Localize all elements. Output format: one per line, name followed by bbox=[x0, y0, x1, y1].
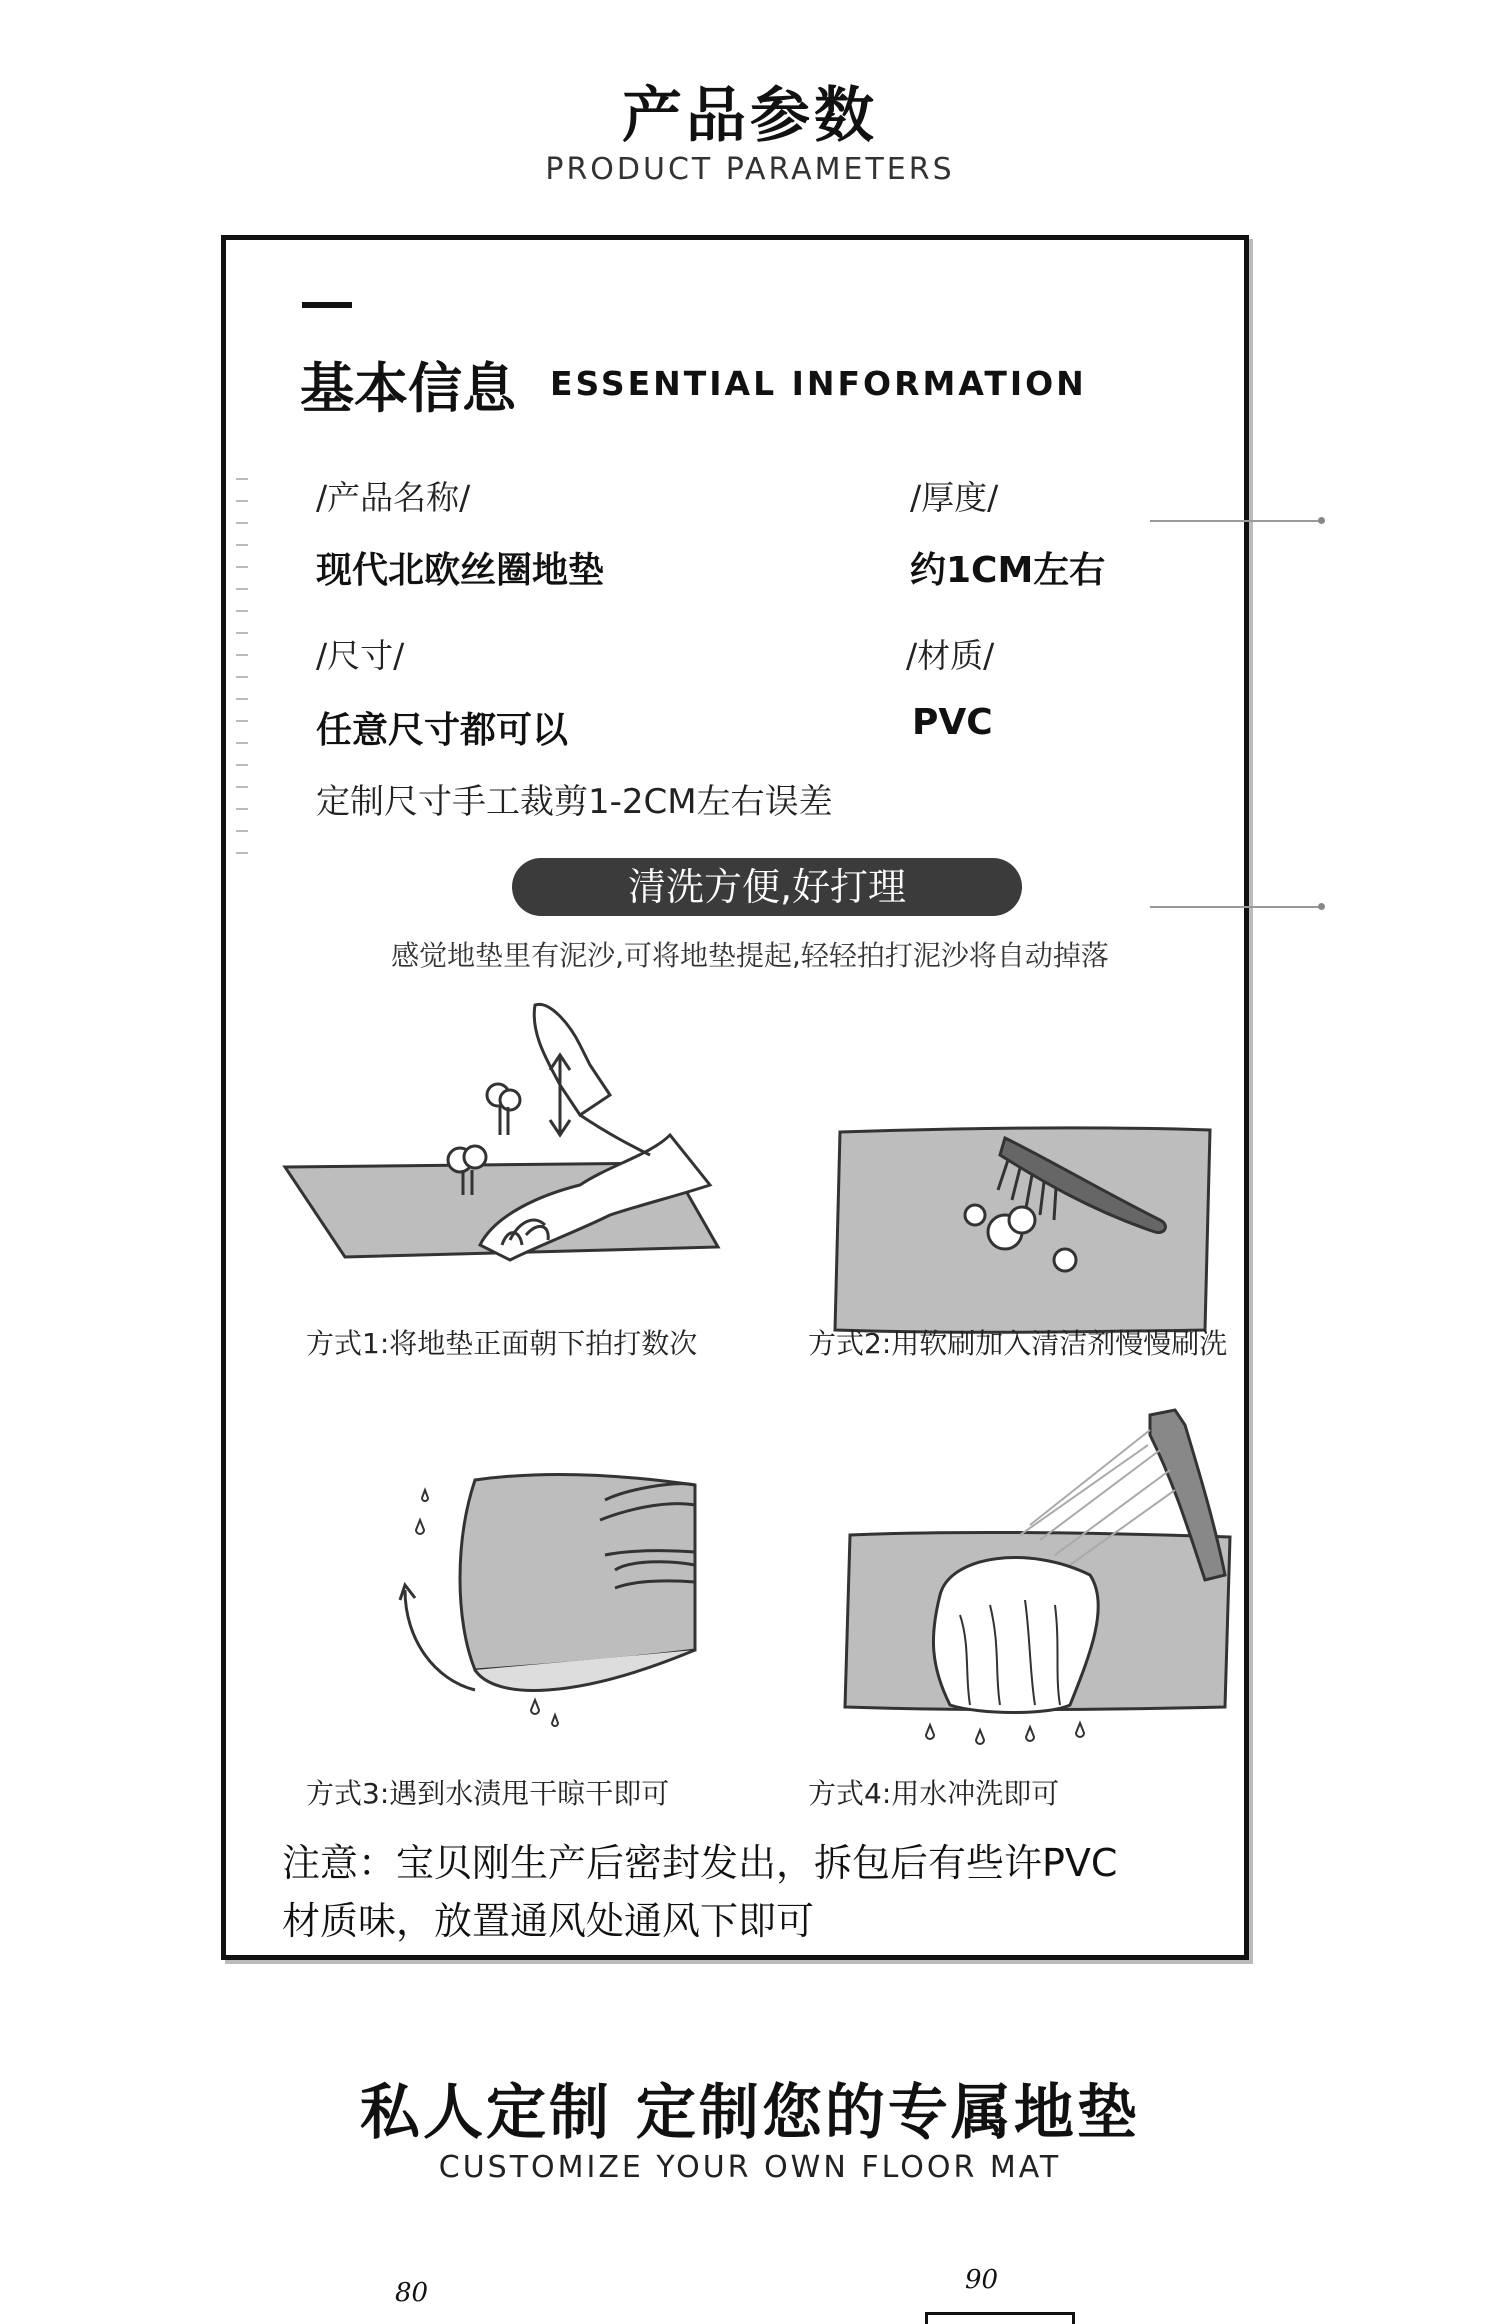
measure-label-right: 90 bbox=[965, 2265, 999, 2295]
shake-mat-icon bbox=[395, 1460, 745, 1740]
section-dash bbox=[302, 302, 352, 308]
side-dot bbox=[1318, 903, 1325, 910]
side-line bbox=[1150, 906, 1320, 908]
notice-line-2: 材质味，放置通风处通风下即可 bbox=[282, 1899, 815, 1943]
method-caption-1: 方式1:将地垫正面朝下拍打数次 bbox=[306, 1327, 698, 1360]
method-caption-4: 方式4:用水冲洗即可 bbox=[808, 1777, 1060, 1810]
measure-tick bbox=[925, 2312, 928, 2324]
cleaning-badge: 清洗方便,好打理 bbox=[512, 858, 1022, 916]
field-value-material: PVC bbox=[912, 702, 993, 743]
field-label-size: /尺寸/ bbox=[316, 636, 405, 675]
section-title-en: ESSENTIAL INFORMATION bbox=[550, 364, 1087, 403]
field-label-material: /材质/ bbox=[906, 636, 995, 675]
field-value-name: 现代北欧丝圈地垫 bbox=[316, 550, 605, 591]
cleaning-subtitle: 感觉地垫里有泥沙,可将地垫提起,轻轻拍打泥沙将自动掉落 bbox=[391, 939, 1109, 972]
pat-mat-icon bbox=[280, 995, 730, 1265]
ruler-decoration bbox=[236, 478, 250, 868]
field-value-thickness: 约1CM左右 bbox=[910, 550, 1106, 591]
page-subtitle: PRODUCT PARAMETERS bbox=[545, 152, 955, 187]
measure-line-right bbox=[925, 2312, 1075, 2315]
size-note: 定制尺寸手工裁剪1-2CM左右误差 bbox=[316, 782, 833, 822]
notice-line-1: 注意：宝贝刚生产后密封发出，拆包后有些许PVC bbox=[282, 1841, 1118, 1885]
page-title: 产品参数 bbox=[622, 81, 878, 151]
brush-mat-icon bbox=[830, 1120, 1230, 1340]
side-dot bbox=[1318, 517, 1325, 524]
field-value-size: 任意尺寸都可以 bbox=[316, 710, 569, 751]
rinse-mat-icon bbox=[830, 1405, 1250, 1745]
method-caption-3: 方式3:遇到水渍甩干晾干即可 bbox=[306, 1777, 670, 1810]
measure-label-left: 80 bbox=[395, 2278, 429, 2308]
measure-tick bbox=[1072, 2312, 1075, 2324]
field-label-thickness: /厚度/ bbox=[910, 478, 999, 517]
field-label-name: /产品名称/ bbox=[316, 478, 471, 517]
custom-subtitle: CUSTOMIZE YOUR OWN FLOOR MAT bbox=[438, 2150, 1062, 2185]
method-caption-2: 方式2:用软刷加入清洁剂慢慢刷洗 bbox=[808, 1327, 1228, 1360]
custom-title: 私人定制 定制您的专属地垫 bbox=[360, 2078, 1140, 2148]
section-title: 基本信息 bbox=[300, 357, 516, 420]
side-line bbox=[1150, 520, 1320, 522]
